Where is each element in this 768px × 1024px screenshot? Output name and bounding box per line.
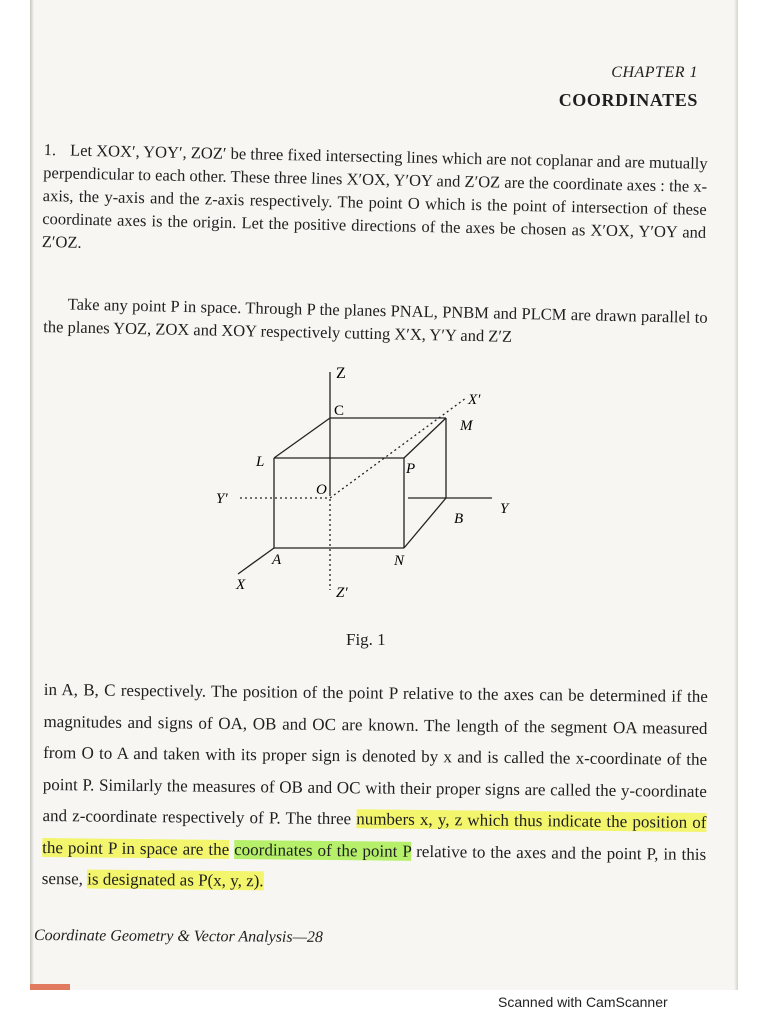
paragraph-3 [42, 674, 708, 901]
highlighted-text-green: coordinates of the point P [234, 839, 412, 861]
label-o: O [316, 482, 327, 498]
label-n: N [394, 553, 405, 569]
label-x-prime: X′ [468, 392, 481, 408]
label-l: L [256, 454, 265, 470]
paragraph-1-text: Let XOX′, YOY′, ZOZ′ be three fixed intersecting lines which are not coplanar and are mutually perpendicular to each other. These three lines X′OX, Y′OY and Z′OZ are the coordinate axes : the x-axis, the y-axis and the z-axis respectively. The point O which is the point of intersection of these coordinate axes is the origin. Let the positive directions of the axes be chosen as X′OX, Y′OY and Z′OZ. [41, 140, 708, 252]
label-b: B [454, 511, 464, 527]
highlighted-text-last: is designated as P(x, y, z). [87, 869, 264, 891]
label-c: C [334, 403, 345, 419]
label-a: A [272, 552, 282, 568]
page-left-edge-shadow [30, 0, 34, 990]
x-axis [238, 548, 274, 574]
chapter-label: CHAPTER 1 [611, 64, 698, 81]
figure-caption: Fig. 1 [346, 630, 386, 649]
paragraph-3-text: in A, B, C respectively. The position of the point P relative to the axes can be determined if the magnitudes and signs of OA, OB and OC are known. The length of the segment OA measured from O to A and taken with its proper sign is denoted by x and is called the x-coordinate of the point P. Similarly the measures of OB and OC with their proper signs are called the y-coordinate and z-coordinate respectively of P. The three [42, 679, 708, 829]
label-m: M [460, 418, 473, 434]
paragraph-3-continuation: relative to the axes and the point P, in this sense, [41, 841, 707, 889]
highlighted-text-yellow: numbers x, y, z which thus indicate the position of the point P in space are the [42, 809, 707, 859]
chapter-title: COORDINATES [558, 90, 698, 110]
label-z-prime: Z′ [336, 585, 348, 601]
page-right-edge-shadow [734, 0, 738, 990]
book-footer: Coordinate Geometry & Vector Analysis—28 [33, 926, 323, 947]
label-y: Y [500, 501, 509, 517]
page-corner-mark [30, 984, 70, 990]
paragraph-number: 1. [43, 139, 57, 160]
label-z: Z [336, 365, 346, 382]
coordinate-cube-figure [200, 360, 530, 620]
label-x: X [236, 577, 246, 593]
scanner-watermark: Scanned with CamScanner [498, 994, 668, 1010]
paragraph-1 [42, 138, 708, 267]
label-y-prime: Y′ [216, 491, 228, 507]
cube-edges [274, 418, 446, 548]
label-p: P [406, 461, 416, 477]
paragraph-2-text: Take any point P in space. Through P the planes PNAL, PNBM and PLCM are drawn parallel to the planes YOZ, ZOX and XOY respectively cutting X′X, Y′Y and Z′Z [43, 294, 708, 346]
